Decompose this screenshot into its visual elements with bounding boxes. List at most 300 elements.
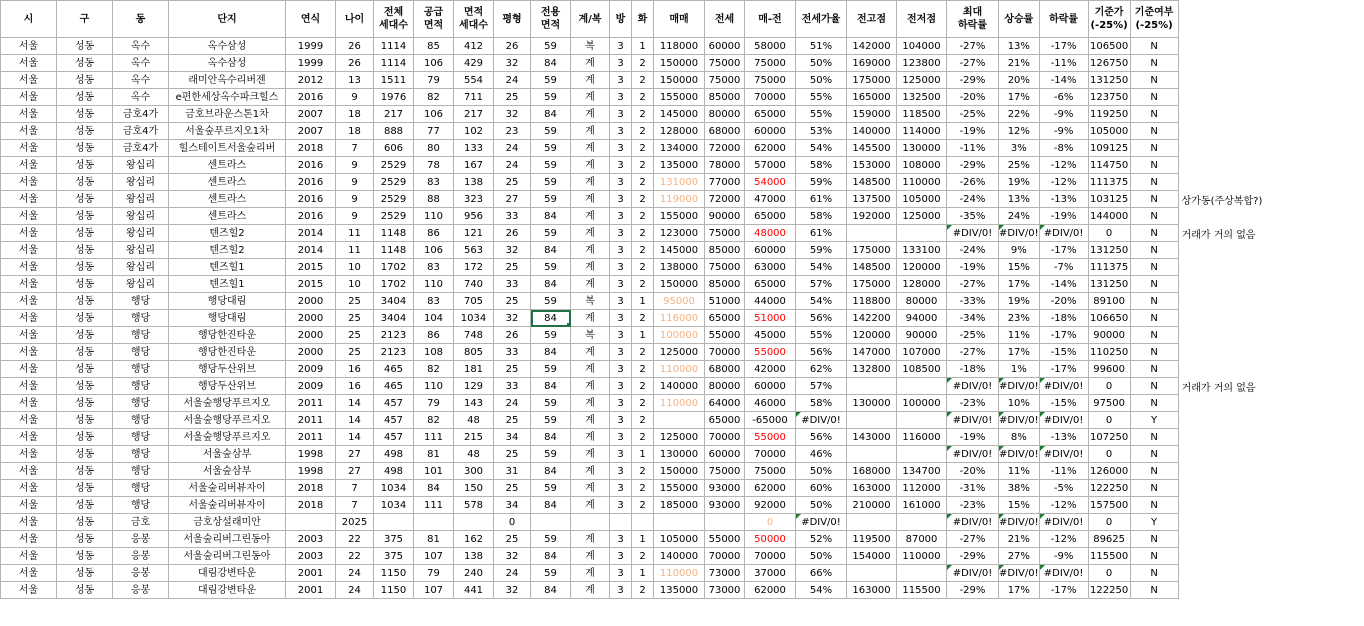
cell-type[interactable]: 계 (571, 463, 610, 480)
cell-max-drop[interactable]: -27% (947, 38, 999, 55)
cell-base-price[interactable]: 0 (1088, 514, 1130, 531)
cell-baths[interactable]: 2 (632, 157, 654, 174)
cell-base-flag[interactable]: N (1130, 446, 1178, 463)
cell-exclusive-area[interactable]: 59 (531, 191, 571, 208)
cell-si[interactable]: 서울 (1, 310, 57, 327)
cell-sale-price[interactable]: 150000 (654, 276, 705, 293)
cell-area-units[interactable]: 138 (454, 174, 494, 191)
cell-rise-rate[interactable]: #DIV/0! (999, 225, 1040, 242)
cell-gu[interactable]: 성동 (57, 208, 113, 225)
cell-rise-rate[interactable]: 1% (999, 361, 1040, 378)
cell-dong[interactable]: 행당 (113, 344, 169, 361)
cell-exclusive-area[interactable]: 59 (531, 140, 571, 157)
cell-base-price[interactable]: 122250 (1088, 480, 1130, 497)
cell-sale-minus-jeonse[interactable]: 75000 (745, 72, 796, 89)
cell-rooms[interactable] (610, 514, 632, 531)
cell-pyeong[interactable]: 32 (494, 55, 531, 72)
cell-pyeong[interactable]: 25 (494, 531, 531, 548)
cell-age[interactable]: 7 (336, 480, 374, 497)
cell-jeonse-ratio[interactable]: 54% (796, 293, 847, 310)
cell-max-drop[interactable]: -20% (947, 89, 999, 106)
cell-base-price[interactable]: 0 (1088, 225, 1130, 242)
cell-year[interactable]: 2016 (286, 191, 336, 208)
cell-year[interactable]: 2016 (286, 157, 336, 174)
cell-age[interactable]: 22 (336, 531, 374, 548)
cell-si[interactable]: 서울 (1, 38, 57, 55)
cell-age[interactable]: 14 (336, 412, 374, 429)
cell-area-units[interactable]: 554 (454, 72, 494, 89)
cell-baths[interactable]: 2 (632, 361, 654, 378)
cell-exclusive-area[interactable]: 84 (531, 310, 571, 327)
cell-drop-rate[interactable]: -17% (1039, 327, 1088, 344)
cell-drop-rate[interactable]: #DIV/0! (1039, 446, 1088, 463)
cell-prev-high[interactable]: 130000 (847, 395, 897, 412)
cell-dong[interactable]: 왕십리 (113, 191, 169, 208)
cell-year[interactable]: 2012 (286, 72, 336, 89)
cell-rise-rate[interactable]: 17% (999, 344, 1040, 361)
cell-sale-minus-jeonse[interactable]: 57000 (745, 157, 796, 174)
cell-base-price[interactable]: 115500 (1088, 548, 1130, 565)
cell-max-drop[interactable]: -11% (947, 140, 999, 157)
cell-baths[interactable]: 2 (632, 106, 654, 123)
header-type[interactable]: 계/복 (571, 1, 610, 38)
cell-si[interactable]: 서울 (1, 123, 57, 140)
cell-jeonse-ratio[interactable]: 61% (796, 225, 847, 242)
cell-drop-rate[interactable]: #DIV/0! (1039, 565, 1088, 582)
cell-exclusive-area[interactable]: 84 (531, 463, 571, 480)
cell-year[interactable]: 1999 (286, 55, 336, 72)
cell-drop-rate[interactable]: -6% (1039, 89, 1088, 106)
cell-prev-high[interactable]: 210000 (847, 497, 897, 514)
cell-gu[interactable]: 성동 (57, 565, 113, 582)
cell-age[interactable]: 22 (336, 548, 374, 565)
cell-area-units[interactable]: 429 (454, 55, 494, 72)
cell-exclusive-area[interactable]: 59 (531, 446, 571, 463)
cell-base-flag[interactable]: Y (1130, 514, 1178, 531)
cell-complex[interactable]: 서울숲리버그린동아 (169, 548, 286, 565)
cell-rise-rate[interactable]: 21% (999, 55, 1040, 72)
cell-prev-low[interactable]: 108000 (897, 157, 947, 174)
cell-supply-area[interactable]: 110 (414, 276, 454, 293)
cell-jeonse-ratio[interactable]: 55% (796, 327, 847, 344)
cell-pyeong[interactable]: 23 (494, 123, 531, 140)
cell-year[interactable]: 2000 (286, 293, 336, 310)
cell-year[interactable]: 2014 (286, 225, 336, 242)
cell-pyeong[interactable]: 33 (494, 276, 531, 293)
cell-jeonse-ratio[interactable]: 53% (796, 123, 847, 140)
cell-base-flag[interactable]: N (1130, 327, 1178, 344)
cell-type[interactable] (571, 514, 610, 531)
header-age[interactable]: 나이 (336, 1, 374, 38)
cell-si[interactable]: 서울 (1, 531, 57, 548)
cell-complex[interactable]: 서울숲행당푸르지오 (169, 412, 286, 429)
header-jeonse[interactable]: 전세 (705, 1, 745, 38)
cell-base-price[interactable]: 106650 (1088, 310, 1130, 327)
cell-gu[interactable]: 성동 (57, 497, 113, 514)
cell-rise-rate[interactable]: 21% (999, 531, 1040, 548)
cell-jeonse[interactable]: 65000 (705, 310, 745, 327)
cell-area-units[interactable]: 748 (454, 327, 494, 344)
cell-max-drop[interactable]: -27% (947, 531, 999, 548)
cell-si[interactable]: 서울 (1, 582, 57, 599)
cell-total-units[interactable]: 1148 (374, 225, 414, 242)
cell-sale-minus-jeonse[interactable]: 58000 (745, 38, 796, 55)
cell-base-flag[interactable]: N (1130, 497, 1178, 514)
cell-complex[interactable]: 래미안옥수리버젠 (169, 72, 286, 89)
header-rise-rate[interactable]: 상승률 (999, 1, 1040, 38)
cell-base-flag[interactable]: N (1130, 55, 1178, 72)
cell-supply-area[interactable]: 80 (414, 140, 454, 157)
cell-pyeong[interactable]: 26 (494, 327, 531, 344)
cell-sale-price[interactable]: 110000 (654, 395, 705, 412)
cell-supply-area[interactable]: 81 (414, 446, 454, 463)
cell-si[interactable]: 서울 (1, 72, 57, 89)
cell-supply-area[interactable]: 86 (414, 327, 454, 344)
cell-baths[interactable]: 2 (632, 72, 654, 89)
cell-rise-rate[interactable]: 13% (999, 191, 1040, 208)
cell-rooms[interactable]: 3 (610, 565, 632, 582)
cell-si[interactable]: 서울 (1, 514, 57, 531)
cell-prev-high[interactable] (847, 565, 897, 582)
cell-age[interactable]: 11 (336, 225, 374, 242)
cell-year[interactable]: 2018 (286, 480, 336, 497)
cell-prev-high[interactable] (847, 412, 897, 429)
cell-jeonse[interactable]: 72000 (705, 191, 745, 208)
header-max-drop[interactable]: 최대 하락률 (947, 1, 999, 38)
cell-area-units[interactable]: 240 (454, 565, 494, 582)
cell-base-price[interactable]: 107250 (1088, 429, 1130, 446)
cell-drop-rate[interactable]: -13% (1039, 191, 1088, 208)
cell-max-drop[interactable]: -31% (947, 480, 999, 497)
cell-gu[interactable]: 성동 (57, 89, 113, 106)
cell-type[interactable]: 계 (571, 531, 610, 548)
cell-year[interactable]: 2001 (286, 582, 336, 599)
cell-rooms[interactable]: 3 (610, 378, 632, 395)
cell-drop-rate[interactable]: #DIV/0! (1039, 412, 1088, 429)
cell-jeonse-ratio[interactable]: 57% (796, 378, 847, 395)
cell-total-units[interactable]: 498 (374, 446, 414, 463)
cell-dong[interactable]: 행당 (113, 480, 169, 497)
cell-total-units[interactable]: 498 (374, 463, 414, 480)
cell-complex[interactable]: 옥수삼성 (169, 55, 286, 72)
cell-area-units[interactable]: 129 (454, 378, 494, 395)
cell-prev-high[interactable] (847, 514, 897, 531)
cell-type[interactable]: 계 (571, 310, 610, 327)
cell-area-units[interactable]: 167 (454, 157, 494, 174)
cell-age[interactable]: 16 (336, 361, 374, 378)
cell-si[interactable]: 서울 (1, 276, 57, 293)
cell-baths[interactable]: 2 (632, 242, 654, 259)
cell-max-drop[interactable]: -20% (947, 463, 999, 480)
cell-gu[interactable]: 성동 (57, 582, 113, 599)
cell-base-price[interactable]: 111375 (1088, 259, 1130, 276)
cell-prev-low[interactable]: 110000 (897, 174, 947, 191)
cell-drop-rate[interactable]: -15% (1039, 344, 1088, 361)
cell-sale-price[interactable]: 125000 (654, 344, 705, 361)
cell-gu[interactable]: 성동 (57, 429, 113, 446)
cell-complex[interactable]: 힐스테이트서울숲리버 (169, 140, 286, 157)
cell-rooms[interactable]: 3 (610, 293, 632, 310)
cell-exclusive-area[interactable]: 84 (531, 106, 571, 123)
cell-supply-area[interactable]: 77 (414, 123, 454, 140)
cell-exclusive-area[interactable]: 84 (531, 344, 571, 361)
cell-prev-low[interactable]: 133100 (897, 242, 947, 259)
cell-prev-high[interactable]: 145500 (847, 140, 897, 157)
cell-gu[interactable]: 성동 (57, 412, 113, 429)
cell-rise-rate[interactable]: 10% (999, 395, 1040, 412)
cell-si[interactable]: 서울 (1, 140, 57, 157)
cell-exclusive-area[interactable]: 84 (531, 242, 571, 259)
cell-age[interactable]: 11 (336, 242, 374, 259)
cell-base-price[interactable]: 97500 (1088, 395, 1130, 412)
cell-rise-rate[interactable]: 17% (999, 89, 1040, 106)
cell-type[interactable]: 계 (571, 225, 610, 242)
cell-jeonse[interactable]: 73000 (705, 565, 745, 582)
cell-base-flag[interactable]: N (1130, 259, 1178, 276)
cell-si[interactable]: 서울 (1, 344, 57, 361)
cell-prev-low[interactable]: 112000 (897, 480, 947, 497)
cell-year[interactable]: 2014 (286, 242, 336, 259)
cell-type[interactable]: 계 (571, 174, 610, 191)
cell-complex[interactable]: 행당두산위브 (169, 378, 286, 395)
cell-supply-area[interactable]: 104 (414, 310, 454, 327)
cell-area-units[interactable] (454, 514, 494, 531)
cell-gu[interactable]: 성동 (57, 72, 113, 89)
cell-jeonse-ratio[interactable]: 51% (796, 38, 847, 55)
cell-sale-minus-jeonse[interactable]: 55000 (745, 344, 796, 361)
cell-si[interactable]: 서울 (1, 55, 57, 72)
cell-type[interactable]: 계 (571, 344, 610, 361)
cell-age[interactable]: 9 (336, 191, 374, 208)
cell-pyeong[interactable]: 25 (494, 446, 531, 463)
cell-jeonse[interactable]: 70000 (705, 429, 745, 446)
cell-gu[interactable]: 성동 (57, 157, 113, 174)
cell-type[interactable]: 계 (571, 72, 610, 89)
cell-area-units[interactable]: 162 (454, 531, 494, 548)
cell-gu[interactable]: 성동 (57, 344, 113, 361)
cell-supply-area[interactable]: 79 (414, 395, 454, 412)
cell-age[interactable]: 13 (336, 72, 374, 89)
cell-dong[interactable]: 응봉 (113, 531, 169, 548)
cell-prev-high[interactable]: 175000 (847, 242, 897, 259)
cell-drop-rate[interactable]: -14% (1039, 276, 1088, 293)
cell-base-price[interactable]: 122250 (1088, 582, 1130, 599)
header-year[interactable]: 연식 (286, 1, 336, 38)
cell-year[interactable]: 2016 (286, 208, 336, 225)
cell-complex[interactable]: 텐즈힐2 (169, 242, 286, 259)
cell-sale-price[interactable]: 150000 (654, 55, 705, 72)
cell-max-drop[interactable]: -24% (947, 242, 999, 259)
cell-supply-area[interactable] (414, 514, 454, 531)
cell-si[interactable]: 서울 (1, 293, 57, 310)
cell-age[interactable]: 24 (336, 582, 374, 599)
cell-prev-high[interactable]: 142200 (847, 310, 897, 327)
cell-dong[interactable]: 옥수 (113, 89, 169, 106)
cell-gu[interactable]: 성동 (57, 38, 113, 55)
cell-si[interactable]: 서울 (1, 327, 57, 344)
cell-jeonse[interactable]: 73000 (705, 582, 745, 599)
header-pyeong[interactable]: 평형 (494, 1, 531, 38)
cell-prev-low[interactable]: 114000 (897, 123, 947, 140)
cell-area-units[interactable]: 563 (454, 242, 494, 259)
cell-prev-low[interactable]: 94000 (897, 310, 947, 327)
cell-pyeong[interactable]: 26 (494, 225, 531, 242)
cell-exclusive-area[interactable]: 59 (531, 293, 571, 310)
cell-si[interactable]: 서울 (1, 446, 57, 463)
cell-baths[interactable] (632, 514, 654, 531)
cell-jeonse-ratio[interactable]: 58% (796, 395, 847, 412)
cell-age[interactable]: 9 (336, 89, 374, 106)
cell-complex[interactable]: 행당대림 (169, 310, 286, 327)
cell-baths[interactable]: 2 (632, 89, 654, 106)
cell-baths[interactable]: 1 (632, 565, 654, 582)
cell-jeonse[interactable]: 80000 (705, 106, 745, 123)
cell-type[interactable]: 계 (571, 191, 610, 208)
cell-drop-rate[interactable]: -7% (1039, 259, 1088, 276)
cell-rise-rate[interactable]: 17% (999, 582, 1040, 599)
cell-jeonse-ratio[interactable]: 52% (796, 531, 847, 548)
cell-base-flag[interactable]: N (1130, 157, 1178, 174)
cell-baths[interactable]: 2 (632, 497, 654, 514)
cell-rise-rate[interactable]: 15% (999, 259, 1040, 276)
cell-jeonse-ratio[interactable]: 66% (796, 565, 847, 582)
cell-sale-minus-jeonse[interactable]: 65000 (745, 106, 796, 123)
cell-max-drop[interactable]: #DIV/0! (947, 378, 999, 395)
cell-rooms[interactable]: 3 (610, 208, 632, 225)
cell-exclusive-area[interactable]: 59 (531, 412, 571, 429)
cell-max-drop[interactable]: -27% (947, 344, 999, 361)
cell-jeonse-ratio[interactable]: #DIV/0! (796, 412, 847, 429)
cell-supply-area[interactable]: 111 (414, 429, 454, 446)
cell-complex[interactable]: 서울숲행당푸르지오 (169, 429, 286, 446)
cell-sale-minus-jeonse[interactable]: 0 (745, 514, 796, 531)
cell-year[interactable]: 2003 (286, 531, 336, 548)
cell-type[interactable]: 계 (571, 565, 610, 582)
cell-si[interactable]: 서울 (1, 565, 57, 582)
cell-jeonse-ratio[interactable]: 46% (796, 446, 847, 463)
cell-jeonse-ratio[interactable]: 59% (796, 174, 847, 191)
cell-si[interactable]: 서울 (1, 412, 57, 429)
cell-dong[interactable]: 왕십리 (113, 276, 169, 293)
cell-pyeong[interactable]: 32 (494, 310, 531, 327)
cell-base-price[interactable]: 0 (1088, 565, 1130, 582)
cell-pyeong[interactable]: 24 (494, 157, 531, 174)
header-area-units[interactable]: 면적 세대수 (454, 1, 494, 38)
cell-base-flag[interactable]: N (1130, 310, 1178, 327)
cell-drop-rate[interactable]: -12% (1039, 157, 1088, 174)
cell-baths[interactable]: 2 (632, 395, 654, 412)
header-dong[interactable]: 동 (113, 1, 169, 38)
cell-total-units[interactable]: 2529 (374, 208, 414, 225)
cell-prev-high[interactable]: 163000 (847, 582, 897, 599)
cell-complex[interactable]: 센트라스 (169, 208, 286, 225)
cell-exclusive-area[interactable]: 84 (531, 276, 571, 293)
cell-prev-low[interactable] (897, 225, 947, 242)
cell-rooms[interactable]: 3 (610, 276, 632, 293)
cell-total-units[interactable]: 606 (374, 140, 414, 157)
cell-max-drop[interactable]: -24% (947, 191, 999, 208)
cell-sale-minus-jeonse[interactable]: 92000 (745, 497, 796, 514)
cell-baths[interactable]: 1 (632, 293, 654, 310)
cell-prev-low[interactable]: 105000 (897, 191, 947, 208)
cell-prev-low[interactable]: 115500 (897, 582, 947, 599)
cell-jeonse[interactable]: 78000 (705, 157, 745, 174)
cell-base-price[interactable]: 123750 (1088, 89, 1130, 106)
cell-exclusive-area[interactable] (531, 514, 571, 531)
cell-complex[interactable]: 텐즈힐1 (169, 259, 286, 276)
cell-jeonse-ratio[interactable]: 57% (796, 276, 847, 293)
cell-baths[interactable]: 2 (632, 225, 654, 242)
cell-jeonse[interactable]: 77000 (705, 174, 745, 191)
cell-sale-price[interactable]: 138000 (654, 259, 705, 276)
cell-si[interactable]: 서울 (1, 208, 57, 225)
cell-age[interactable]: 2025 (336, 514, 374, 531)
cell-prev-low[interactable]: 110000 (897, 548, 947, 565)
cell-baths[interactable]: 2 (632, 174, 654, 191)
cell-type[interactable]: 계 (571, 276, 610, 293)
cell-drop-rate[interactable]: -12% (1039, 531, 1088, 548)
cell-max-drop[interactable]: -29% (947, 582, 999, 599)
cell-prev-high[interactable]: 163000 (847, 480, 897, 497)
cell-prev-low[interactable] (897, 565, 947, 582)
cell-prev-high[interactable]: 132800 (847, 361, 897, 378)
cell-drop-rate[interactable]: #DIV/0! (1039, 378, 1088, 395)
cell-si[interactable]: 서울 (1, 225, 57, 242)
cell-complex[interactable]: e편한세상옥수파크힐스 (169, 89, 286, 106)
cell-dong[interactable]: 옥수 (113, 72, 169, 89)
cell-prev-low[interactable]: 100000 (897, 395, 947, 412)
cell-type[interactable]: 계 (571, 89, 610, 106)
cell-jeonse[interactable]: 60000 (705, 446, 745, 463)
cell-area-units[interactable]: 441 (454, 582, 494, 599)
cell-rooms[interactable]: 3 (610, 174, 632, 191)
cell-sale-minus-jeonse[interactable]: 42000 (745, 361, 796, 378)
cell-drop-rate[interactable]: -9% (1039, 106, 1088, 123)
cell-rooms[interactable]: 3 (610, 55, 632, 72)
cell-total-units[interactable]: 457 (374, 429, 414, 446)
cell-exclusive-area[interactable]: 59 (531, 395, 571, 412)
cell-supply-area[interactable]: 85 (414, 38, 454, 55)
cell-jeonse[interactable]: 65000 (705, 412, 745, 429)
cell-base-flag[interactable]: N (1130, 565, 1178, 582)
cell-exclusive-area[interactable]: 59 (531, 157, 571, 174)
cell-exclusive-area[interactable]: 59 (531, 480, 571, 497)
cell-jeonse-ratio[interactable]: 50% (796, 72, 847, 89)
cell-dong[interactable]: 옥수 (113, 55, 169, 72)
cell-age[interactable]: 18 (336, 123, 374, 140)
cell-age[interactable]: 9 (336, 208, 374, 225)
cell-sale-price[interactable]: 110000 (654, 565, 705, 582)
cell-complex[interactable]: 센트라스 (169, 157, 286, 174)
cell-gu[interactable]: 성동 (57, 327, 113, 344)
cell-complex[interactable]: 서울숲리버뷰자이 (169, 497, 286, 514)
cell-supply-area[interactable]: 108 (414, 344, 454, 361)
cell-age[interactable]: 7 (336, 497, 374, 514)
header-exclusive-area[interactable]: 전용 면적 (531, 1, 571, 38)
cell-type[interactable]: 계 (571, 208, 610, 225)
cell-supply-area[interactable]: 83 (414, 293, 454, 310)
cell-gu[interactable]: 성동 (57, 242, 113, 259)
cell-jeonse-ratio[interactable]: 59% (796, 242, 847, 259)
cell-rooms[interactable]: 3 (610, 242, 632, 259)
cell-rooms[interactable]: 3 (610, 140, 632, 157)
cell-prev-high[interactable]: 153000 (847, 157, 897, 174)
cell-rise-rate[interactable]: 23% (999, 310, 1040, 327)
cell-gu[interactable]: 성동 (57, 446, 113, 463)
cell-age[interactable]: 14 (336, 395, 374, 412)
cell-area-units[interactable]: 300 (454, 463, 494, 480)
cell-year[interactable]: 1998 (286, 446, 336, 463)
